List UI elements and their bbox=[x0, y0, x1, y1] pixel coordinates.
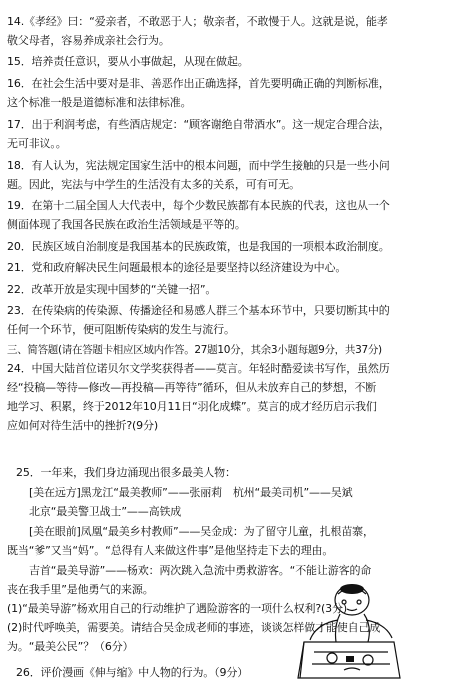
item-25-guide-2: 丧在我手里”是他勇气的来源。 bbox=[7, 583, 154, 596]
item-24-line-3: 地学习、积累，终于2012年10月11日“羽化成蝶”。莫言的成才经历启示我们 bbox=[7, 400, 377, 413]
item-24-line-2: 经“投稿—等待—修改—再投稿—再等待”循环，但从未放弃自己的梦想，不断 bbox=[7, 381, 377, 394]
item-25-question-2-line-1: (2)时代呼唤美，需要美。请结合吴金成老师的事迹，谈谈怎样做才能使自己成 bbox=[7, 621, 381, 634]
item-26: 26．评价漫画《伸与缩》中人物的行为。（9分） bbox=[16, 666, 249, 679]
item-25-near-1: [美在眼前]凤凰“最美乡村教师”——吴金成：为了留守儿童，扎根苗寨， bbox=[29, 525, 374, 538]
item-25-far-2: 北京“最美警卫战士”——高铁成 bbox=[29, 505, 182, 518]
item-16-line-1: 16．在社会生活中要对是非、善恶作出正确选择，首先要明确正确的判断标准， bbox=[7, 77, 390, 90]
item-25-guide-1: 吉首“最美导游”——杨欢：两次跳入急流中勇救游客。“不能让游客的命 bbox=[29, 564, 372, 577]
item-23-line-2: 任何一个环节，便可阻断传染病的发生与流行。 bbox=[7, 323, 235, 336]
item-25-near-2: 既当“爹”又当“妈”。“总得有人来做这件事”是他坚持走下去的理由。 bbox=[7, 544, 334, 557]
item-24-line-1: 24．中国大陆首位诺贝尔文学奖获得者——莫言。年轻时酷爱读书写作，虽然历 bbox=[7, 362, 390, 375]
item-14-line-1: 14.《孝经》曰：“爱亲者，不敢恶于人；敬亲者，不敢慢于人。这就是说，能孝 bbox=[7, 15, 388, 28]
item-15: 15．培养责任意识，要从小事做起，从现在做起。 bbox=[7, 55, 249, 68]
item-17-line-2: 无可非议。。 bbox=[7, 137, 67, 150]
item-25-question-2-line-2: 为。“最美公民”？（6分） bbox=[7, 640, 134, 653]
section-3-heading: 三、简答题(请在答题卡相应区域内作答。27题10分，其余3小题每题9分，共37分) bbox=[7, 344, 382, 356]
item-25-far-1: [美在远方]黑龙江“最美教师”——张丽莉 杭州“最美司机”——吴斌 bbox=[29, 486, 353, 499]
item-18-line-1: 18．有人认为，宪法规定国家生活中的根本问题，而中学生接触的只是一些小问 bbox=[7, 159, 390, 172]
item-23-line-1: 23．在传染病的传染源、传播途径和易感人群三个基本环节中，只要切断其中的 bbox=[7, 304, 390, 317]
item-19-line-2: 侧面体现了我国各民族在政治生活领域是平等的。 bbox=[7, 218, 246, 231]
item-20: 20．民族区域自治制度是我国基本的民族政策，也是我国的一项根本政治制度。 bbox=[7, 240, 390, 253]
item-21: 21．党和政府解决民生问题最根本的途径是要坚持以经济建设为中心。 bbox=[7, 261, 347, 274]
item-18-line-2: 题。因此，宪法与中学生的生活没有太多的关系，可有可无。 bbox=[7, 178, 300, 191]
item-19-line-1: 19．在第十二届全国人大代表中，每个少数民族都有本民族的代表，这也从一个 bbox=[7, 199, 390, 212]
item-14-line-2: 敬父母者，容易养成亲社会行为。 bbox=[7, 34, 170, 47]
item-22: 22．改革开放是实现中国梦的“关键一招”。 bbox=[7, 283, 217, 296]
item-25-question-1: (1)“最美导游”杨欢用自己的行动维护了遇险游客的一项什么权利?(3分) bbox=[7, 602, 347, 615]
item-24-line-4: 应如何对待生活中的挫折?(9分) bbox=[7, 419, 159, 432]
item-16-line-2: 这个标准一般是道德标准和法律标准。 bbox=[7, 96, 192, 109]
item-25-intro: 25．一年来，我们身边涌现出很多最美人物： bbox=[16, 466, 236, 479]
cartoon-shen-yu-suo bbox=[296, 580, 404, 686]
item-17-line-1: 17．出于利润考虑，有些酒店规定：“顾客谢绝自带酒水”。这一规定合理合法， bbox=[7, 118, 390, 131]
